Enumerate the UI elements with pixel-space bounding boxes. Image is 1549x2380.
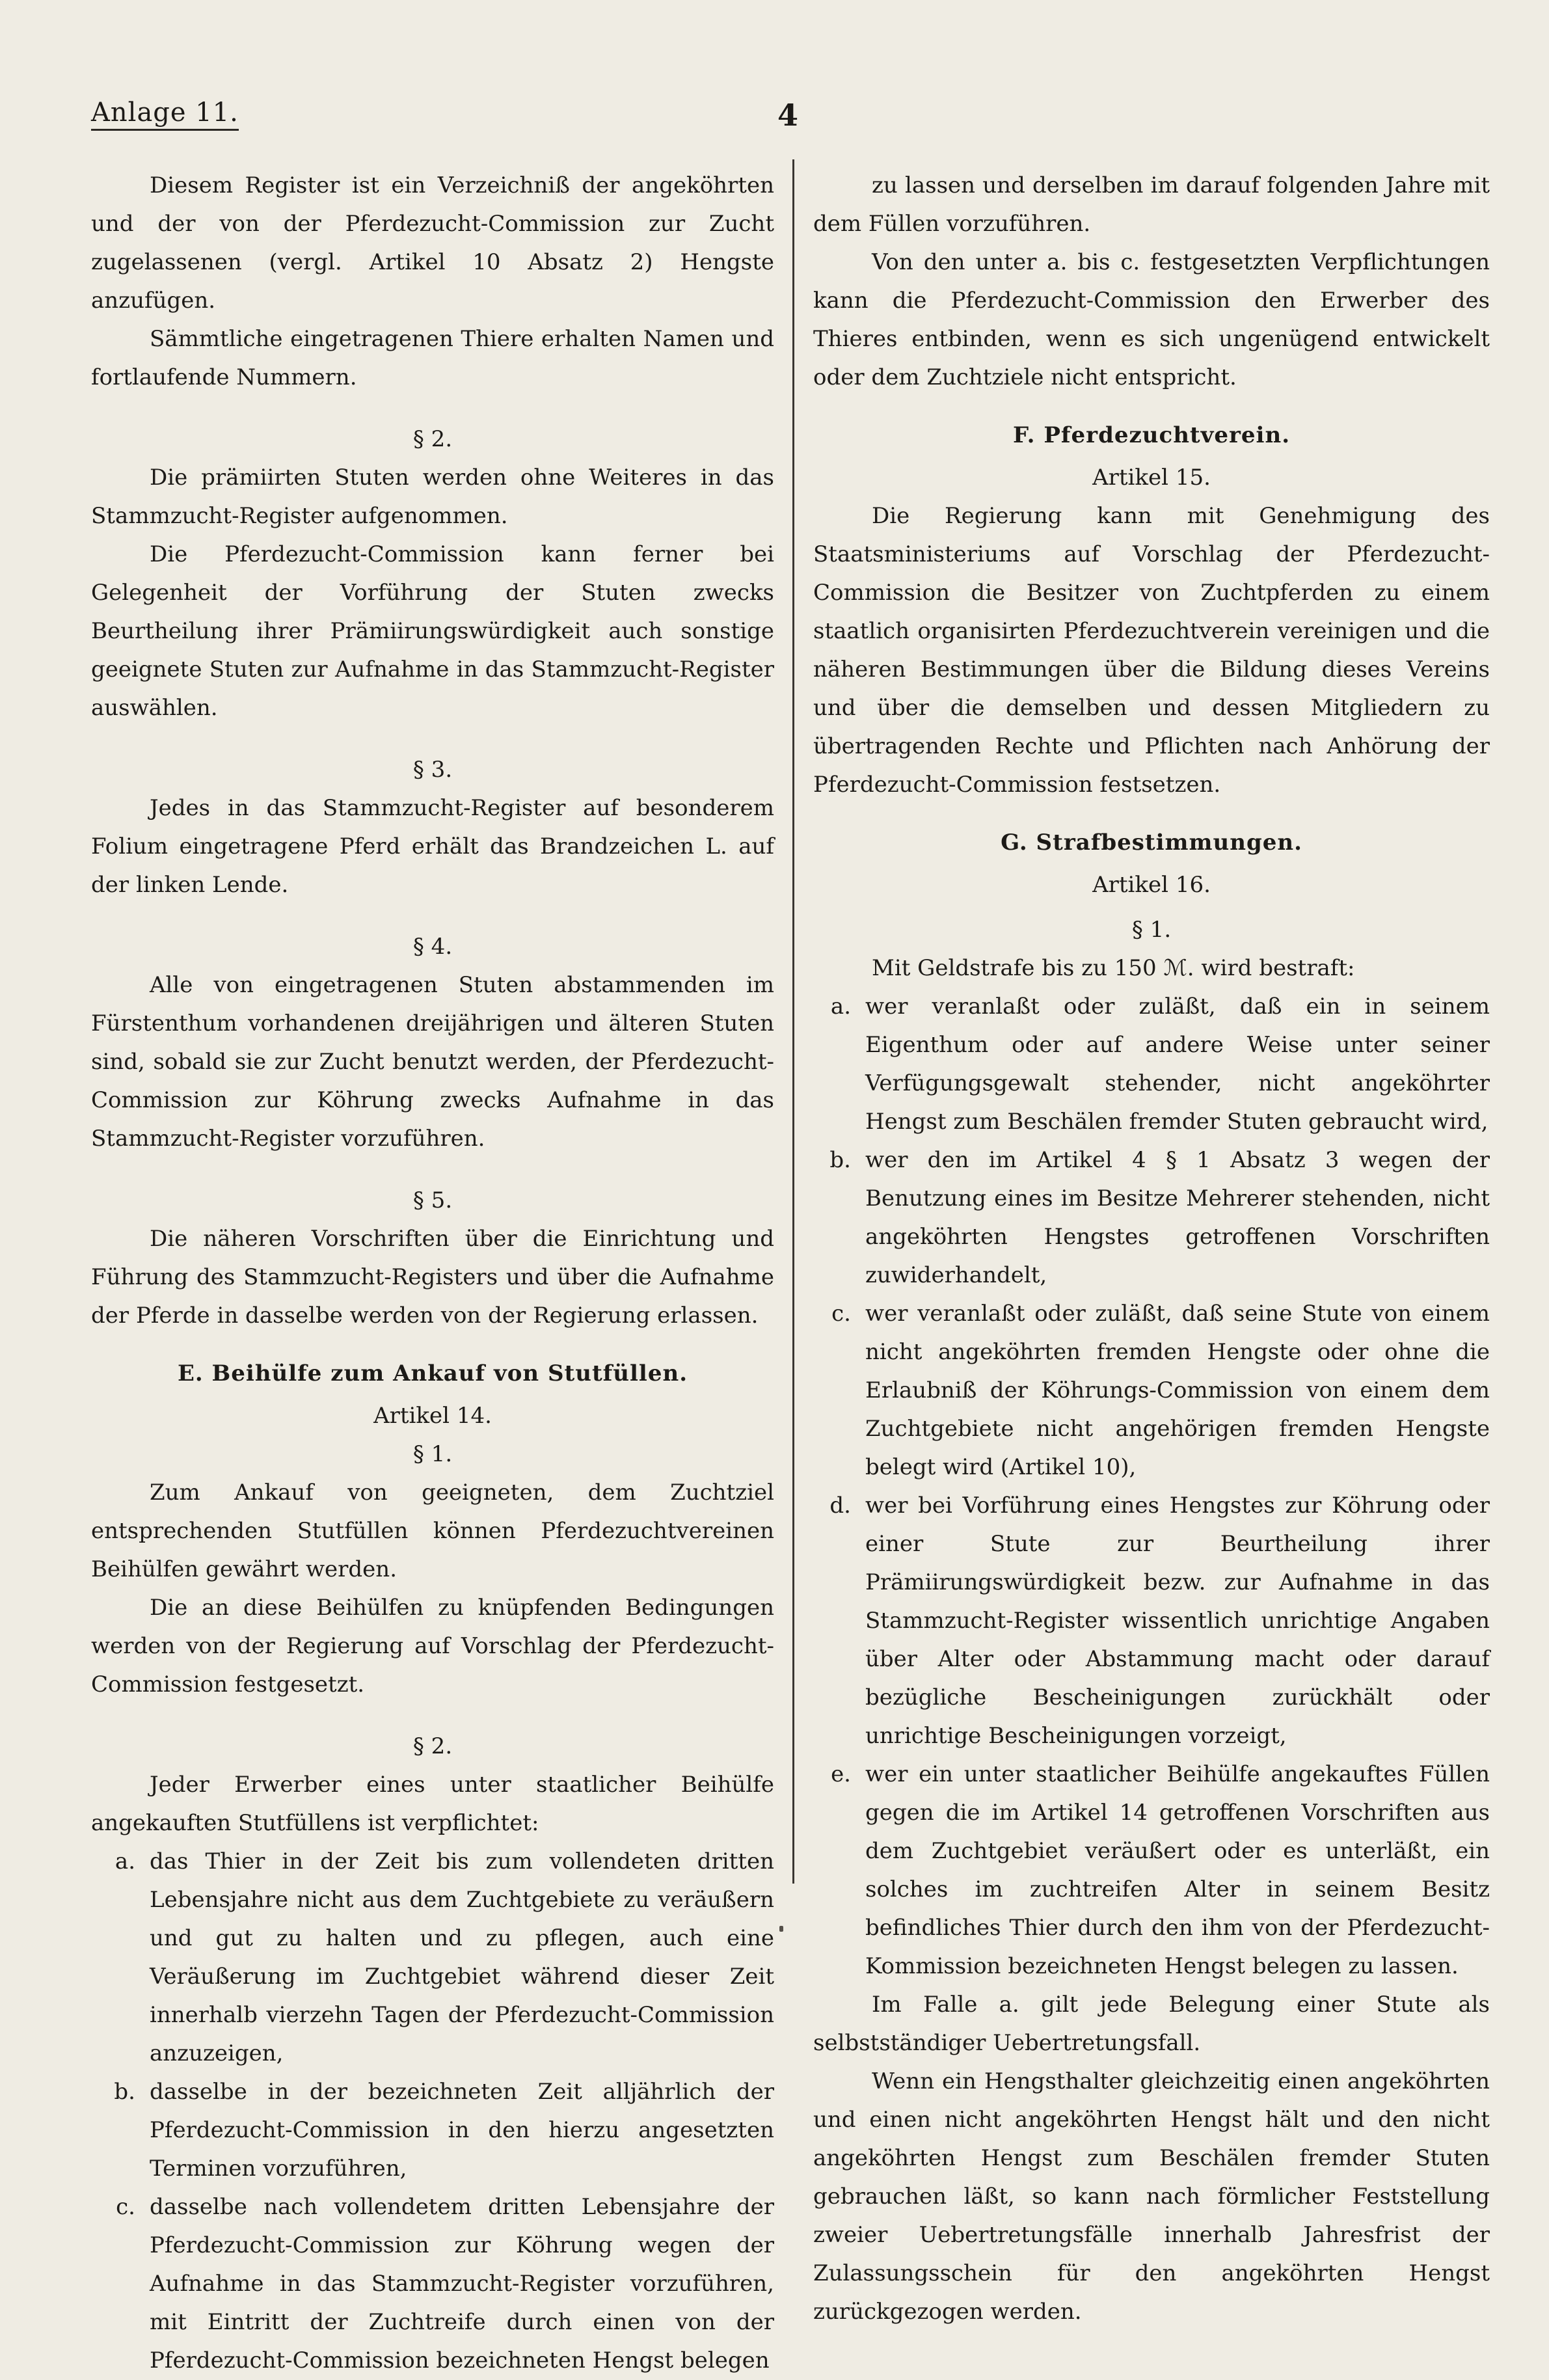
left-column — [91, 167, 774, 2380]
article-title: Artikel 14. — [373, 1403, 492, 1429]
register-paragraph: Sämmtliche eingetragenen Thiere erhalten Namen und fortlaufende Nummern. — [91, 326, 774, 390]
section-title: § 3. — [412, 757, 453, 783]
section-paragraph: Die Pferdezucht-Commission kann ferner bei Gelegenheit der Vorführung der Stuten zwecks Beurtheilung ihrer Prämiirungswürdigkeit auch sonstige geeignete Stuten zur Aufnahme in das Stammzucht-Register auswählen. — [91, 541, 774, 721]
annex-label: Anlage 11. — [91, 98, 239, 131]
list-item — [91, 2073, 774, 2188]
list-item — [813, 1755, 1490, 1986]
list-letter: b. — [829, 1147, 851, 1173]
list-text: wer ein unter staatlicher Beihülfe angekauftes Füllen gegen die im Artikel 14 getroffenen Vorschriften aus dem Zuchtgebiet veräußert oder es unterläßt, ein solches im zuchtreifen Alter in seinem Besitz befindliches Thier durch den ihm von der Pferdezucht-Kommission bezeichneten Hengst belegen zu lassen. — [865, 1761, 1490, 1979]
section-title: § 1. — [1131, 917, 1172, 943]
list-text: wer veranlaßt oder zuläßt, daß seine Stute von einem nicht angeköhrten fremden Hengste oder ohne die Erlaubniß der Köhrungs-Commission von einem dem Zuchtgebiete nicht angehörigen fremden Hengste belegt wird (Artikel 10), — [865, 1301, 1490, 1480]
list-letter: d. — [829, 1493, 851, 1519]
section-title: § 4. — [412, 934, 453, 960]
list-letter: e. — [831, 1761, 851, 1787]
section-paragraph: Mit Geldstrafe bis zu 150 ℳ. wird bestraft: — [872, 955, 1355, 981]
section-paragraph: Alle von eingetragenen Stuten abstammenden im Fürstenthum vorhandenen dreijährigen und älteren Stuten sind, sobald sie zur Zucht benutzt werden, der Pferdezucht-Commission zur Köhrung zwecks Aufnahme in das Stammzucht-Register vorzuführen. — [91, 972, 774, 1152]
section-title: § 1. — [412, 1441, 453, 1467]
list-letter: c. — [831, 1301, 851, 1327]
list-item — [91, 1843, 774, 2073]
list-letter: a. — [114, 1848, 135, 1874]
list-letter: a. — [830, 994, 851, 1020]
list-text: dasselbe nach vollendetem dritten Lebensjahre der Pferdezucht-Commission zur Köhrung wegen der Aufnahme in das Stammzucht-Register vorzuführen, mit Eintritt der Zuchtreife durch einen von der Pferdezucht-Commission bezeichneten Hengst belegen — [150, 2194, 774, 2373]
list-text: wer bei Vorführung eines Hengstes zur Köhrung oder einer Stute zur Beurtheilung ihrer Prämiirungswürdigkeit bezw. zur Aufnahme in das Stammzucht-Register wissentlich unrichtige Angaben über Alter oder Abstammung macht oder darauf bezügliche Bescheinigungen zurückhält oder unrichtige Bescheinigungen vorzeigt, — [865, 1493, 1490, 1749]
obligation-list — [91, 1843, 774, 2380]
list-item — [91, 2188, 774, 2380]
section-paragraph: Wenn ein Hengsthalter gleichzeitig einen angeköhrten und einen nicht angeköhrten Hengst hält und den nicht angeköhrten Hengst zum Beschälen fremder Stuten gebrauchen läßt, so kann nach förmlicher Feststellung zweier Uebertretungsfälle innerhalb Jahresfrist der Zulassungsschein für den angeköhrten Hengst zurückgezogen werden. — [813, 2068, 1490, 2325]
list-text: wer veranlaßt oder zuläßt, daß ein in seinem Eigenthum oder auf andere Weise unter seiner Verfügungsgewalt stehender, nicht angeköhrter Hengst zum Beschälen fremder Stuten gebraucht wird, — [865, 994, 1490, 1135]
section-paragraph: Die näheren Vorschriften über die Einrichtung und Führung des Stammzucht-Registers und über die Aufnahme der Pferde in dasselbe werden von der Regierung erlassen. — [91, 1226, 774, 1329]
list-item — [813, 1487, 1490, 1755]
list-letter: b. — [114, 2079, 135, 2105]
section-title: § 2. — [412, 426, 453, 452]
section-paragraph: Zum Ankauf von geeigneten, dem Zuchtziel entsprechenden Stutfüllen können Pferdezuchtvereinen Beihülfen gewährt werden. — [91, 1480, 774, 1582]
chapter-heading: F. Pferdezuchtverein. — [1012, 422, 1291, 448]
print-speck — [779, 1926, 783, 1932]
section-title: § 5. — [412, 1187, 453, 1213]
right-column — [813, 167, 1490, 2331]
article-title: Artikel 16. — [1092, 872, 1211, 898]
article-title: Artikel 15. — [1092, 465, 1211, 491]
list-text: das Thier in der Zeit bis zum vollendeten dritten Lebensjahre nicht aus dem Zuchtgebiete zu veräußern und gut zu halten und zu pflegen, auch eine Veräußerung im Zuchtgebiet während dieser Zeit innerhalb vierzehn Tagen der Pferdezucht-Commission anzuzeigen, — [150, 1848, 774, 2066]
register-paragraph: Diesem Register ist ein Verzeichniß der angeköhrten und der von der Pferdezucht-Commission zur Zucht zugelassenen (vergl. Artikel 10 Absatz 2) Hengste anzufügen. — [91, 172, 774, 314]
section-paragraph: Von den unter a. bis c. festgesetzten Verpflichtungen kann die Pferdezucht-Commission den Erwerber des Thieres entbinden, wenn es sich ungenügend entwickelt oder dem Zuchtziele nicht entspricht. — [813, 249, 1490, 390]
section-paragraph: Im Falle a. gilt jede Belegung einer Stute als selbstständiger Uebertretungsfall. — [813, 1992, 1490, 2056]
section-paragraph: Die prämiirten Stuten werden ohne Weiteres in das Stammzucht-Register aufgenommen. — [91, 465, 774, 529]
column-divider — [792, 159, 794, 1884]
chapter-heading: G. Strafbestimmungen. — [1001, 830, 1302, 856]
page-number: 4 — [777, 98, 799, 133]
chapter-heading: E. Beihülfe zum Ankauf von Stutfüllen. — [177, 1360, 688, 1386]
list-item — [813, 988, 1490, 1141]
section-title: § 2. — [412, 1733, 453, 1759]
list-text: dasselbe in der bezeichneten Zeit alljährlich der Pferdezucht-Commission in den hierzu angesetzten Terminen vorzuführen, — [150, 2079, 774, 2182]
list-text: wer den im Artikel 4 § 1 Absatz 3 wegen der Benutzung eines im Besitze Mehrerer stehenden, nicht angeköhrten Hengstes getroffenen Vorschriften zuwiderhandelt, — [865, 1147, 1490, 1288]
section-paragraph: Jedes in das Stammzucht-Register auf besonderem Folium eingetragene Pferd erhält das Brandzeichen L. auf der linken Lende. — [91, 795, 774, 898]
penalty-list — [813, 988, 1490, 1986]
section-paragraph: Die Regierung kann mit Genehmigung des Staatsministeriums auf Vorschlag der Pferdezucht-Commission die Besitzer von Zuchtpferden zu einem staatlich organisirten Pferdezuchtverein vereinigen und die näheren Bestimmungen über die Bildung dieses Vereins und über die demselben und dessen Mitgliedern zu übertragenden Rechte und Pflichten nach Anhörung der Pferdezucht-Commission festsetzen. — [813, 503, 1490, 798]
section-paragraph: Die an diese Beihülfen zu knüpfenden Bedingungen werden von der Regierung auf Vorschlag der Pferdezucht-Commission festgesetzt. — [91, 1595, 774, 1697]
continuation-paragraph: zu lassen und derselben im darauf folgenden Jahre mit dem Füllen vorzuführen. — [813, 172, 1490, 237]
list-item — [813, 1295, 1490, 1487]
list-item — [813, 1141, 1490, 1295]
list-letter: c. — [116, 2194, 135, 2220]
section-paragraph: Jeder Erwerber eines unter staatlicher Beihülfe angekauften Stutfüllens ist verpflichtet: — [91, 1772, 774, 1836]
